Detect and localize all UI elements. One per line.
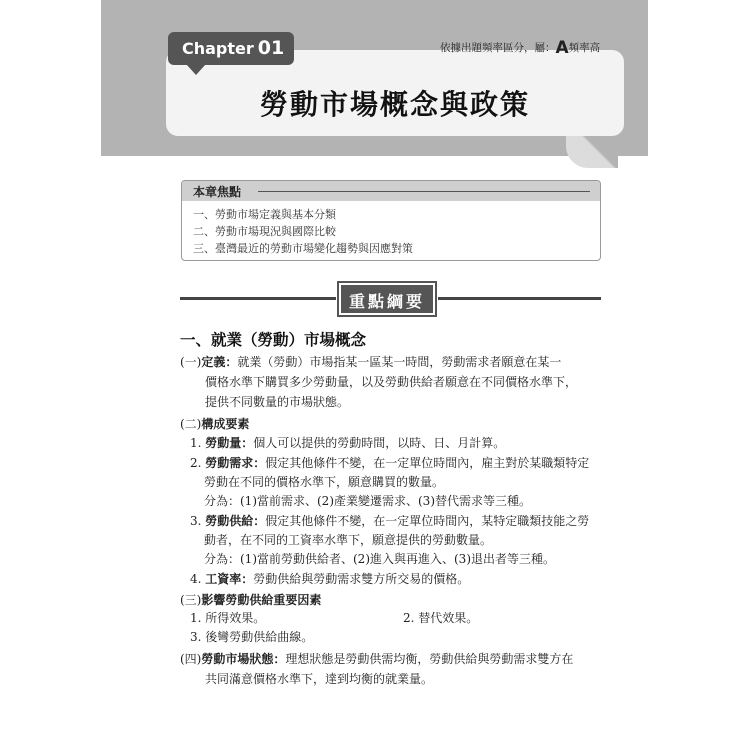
chapter-label: Chapter (182, 39, 254, 58)
chapter-badge-tail (186, 64, 206, 75)
paragraph-factors (180, 592, 321, 608)
frequency-note (440, 38, 600, 58)
paragraph-text: 提供不同數量的市場狀態。 (205, 395, 350, 409)
frequency-grade: A (555, 38, 569, 58)
item-text: 假定其他條件不變，在一定單位時間內，雇主對於某職類特定 (265, 456, 590, 470)
item-text: 分為：(1)當前勞動供給者、(2)進入與再進入、(3)退出者等三種。 (204, 552, 555, 566)
chapter-title: 勞動市場概念與政策 (259, 88, 530, 121)
section-label: 重點綱要 (341, 285, 433, 313)
chapter-number: 01 (257, 37, 285, 59)
item-text: 勞動在不同的價格水準下，願意購買的數量。 (204, 475, 445, 489)
item-term: 工資率： (205, 572, 254, 586)
list-item: 1. 所得效果。 (190, 611, 266, 625)
paragraph-number: (二) (180, 417, 202, 431)
frequency-suffix: 頻率高 (568, 42, 601, 54)
paragraph-number: (一) (180, 355, 202, 369)
item-text: 分為：(1)當前需求、(2)產業變遷需求、(3)替代需求等三種。 (204, 494, 531, 508)
item-text: 動者，在不同的工資率水準下，願意提供的勞動數量。 (204, 533, 493, 547)
item-term: 勞動量： (205, 436, 254, 450)
paragraph-number: (四) (180, 652, 202, 666)
chapter-badge (168, 32, 294, 65)
item-number: 3. (190, 514, 202, 528)
list-item: 3. 後彎勞動供給曲線。 (190, 630, 314, 644)
paragraph-text: 理想狀態是勞動供需均衡，勞動供給與勞動需求雙方在 (285, 652, 574, 666)
focus-item: 一、勞動市場定義與基本分類 (193, 208, 336, 221)
paragraph-term: 勞動市場狀態： (201, 652, 286, 666)
focus-header-rule (258, 191, 590, 192)
item-number: 4. (190, 572, 202, 586)
focus-item: 三、臺灣最近的勞動市場變化趨勢與因應對策 (193, 242, 413, 255)
item-term: 勞動供給： (205, 514, 266, 528)
paragraph-text: 價格水準下購買多少勞動量，以及勞動供給者願意在不同價格水準下， (205, 375, 578, 389)
item-text: 個人可以提供的勞動時間，以時、日、月計算。 (253, 436, 506, 450)
paragraph-term: 定義： (201, 355, 238, 369)
paragraph-term: 構成要素 (201, 417, 250, 431)
paragraph-text: 就業（勞動）市場指某一區某一時間，勞動需求者願意在某一 (237, 355, 562, 369)
focus-title: 本章焦點 (193, 185, 242, 199)
list-item (190, 513, 589, 529)
item-number: 1. (190, 436, 202, 450)
item-term: 勞動需求： (205, 456, 266, 470)
focus-item: 二、勞動市場現況與國際比較 (193, 225, 336, 238)
paragraph-text: 共同滿意價格水準下，達到均衡的就業量。 (205, 672, 434, 686)
list-item (190, 571, 469, 587)
paragraph-market-state (180, 651, 573, 667)
list-item: 2. 替代效果。 (403, 611, 479, 625)
item-number: 2. (190, 456, 202, 470)
list-item (190, 435, 505, 451)
paragraph-term: 影響勞動供給重要因素 (201, 593, 322, 607)
list-item (190, 455, 589, 471)
paragraph-number: (三) (180, 593, 202, 607)
frequency-prefix: 依據出題頻率區分，屬： (440, 42, 556, 54)
paragraph-components (180, 416, 249, 432)
paragraph-definition (180, 354, 561, 370)
item-text: 假定其他條件不變，在一定單位時間內，某特定職類技能之勞 (265, 514, 590, 528)
item-text: 勞動供給與勞動需求雙方所交易的價格。 (253, 572, 470, 586)
section-heading: 一、就業（勞動）市場概念 (180, 331, 367, 349)
